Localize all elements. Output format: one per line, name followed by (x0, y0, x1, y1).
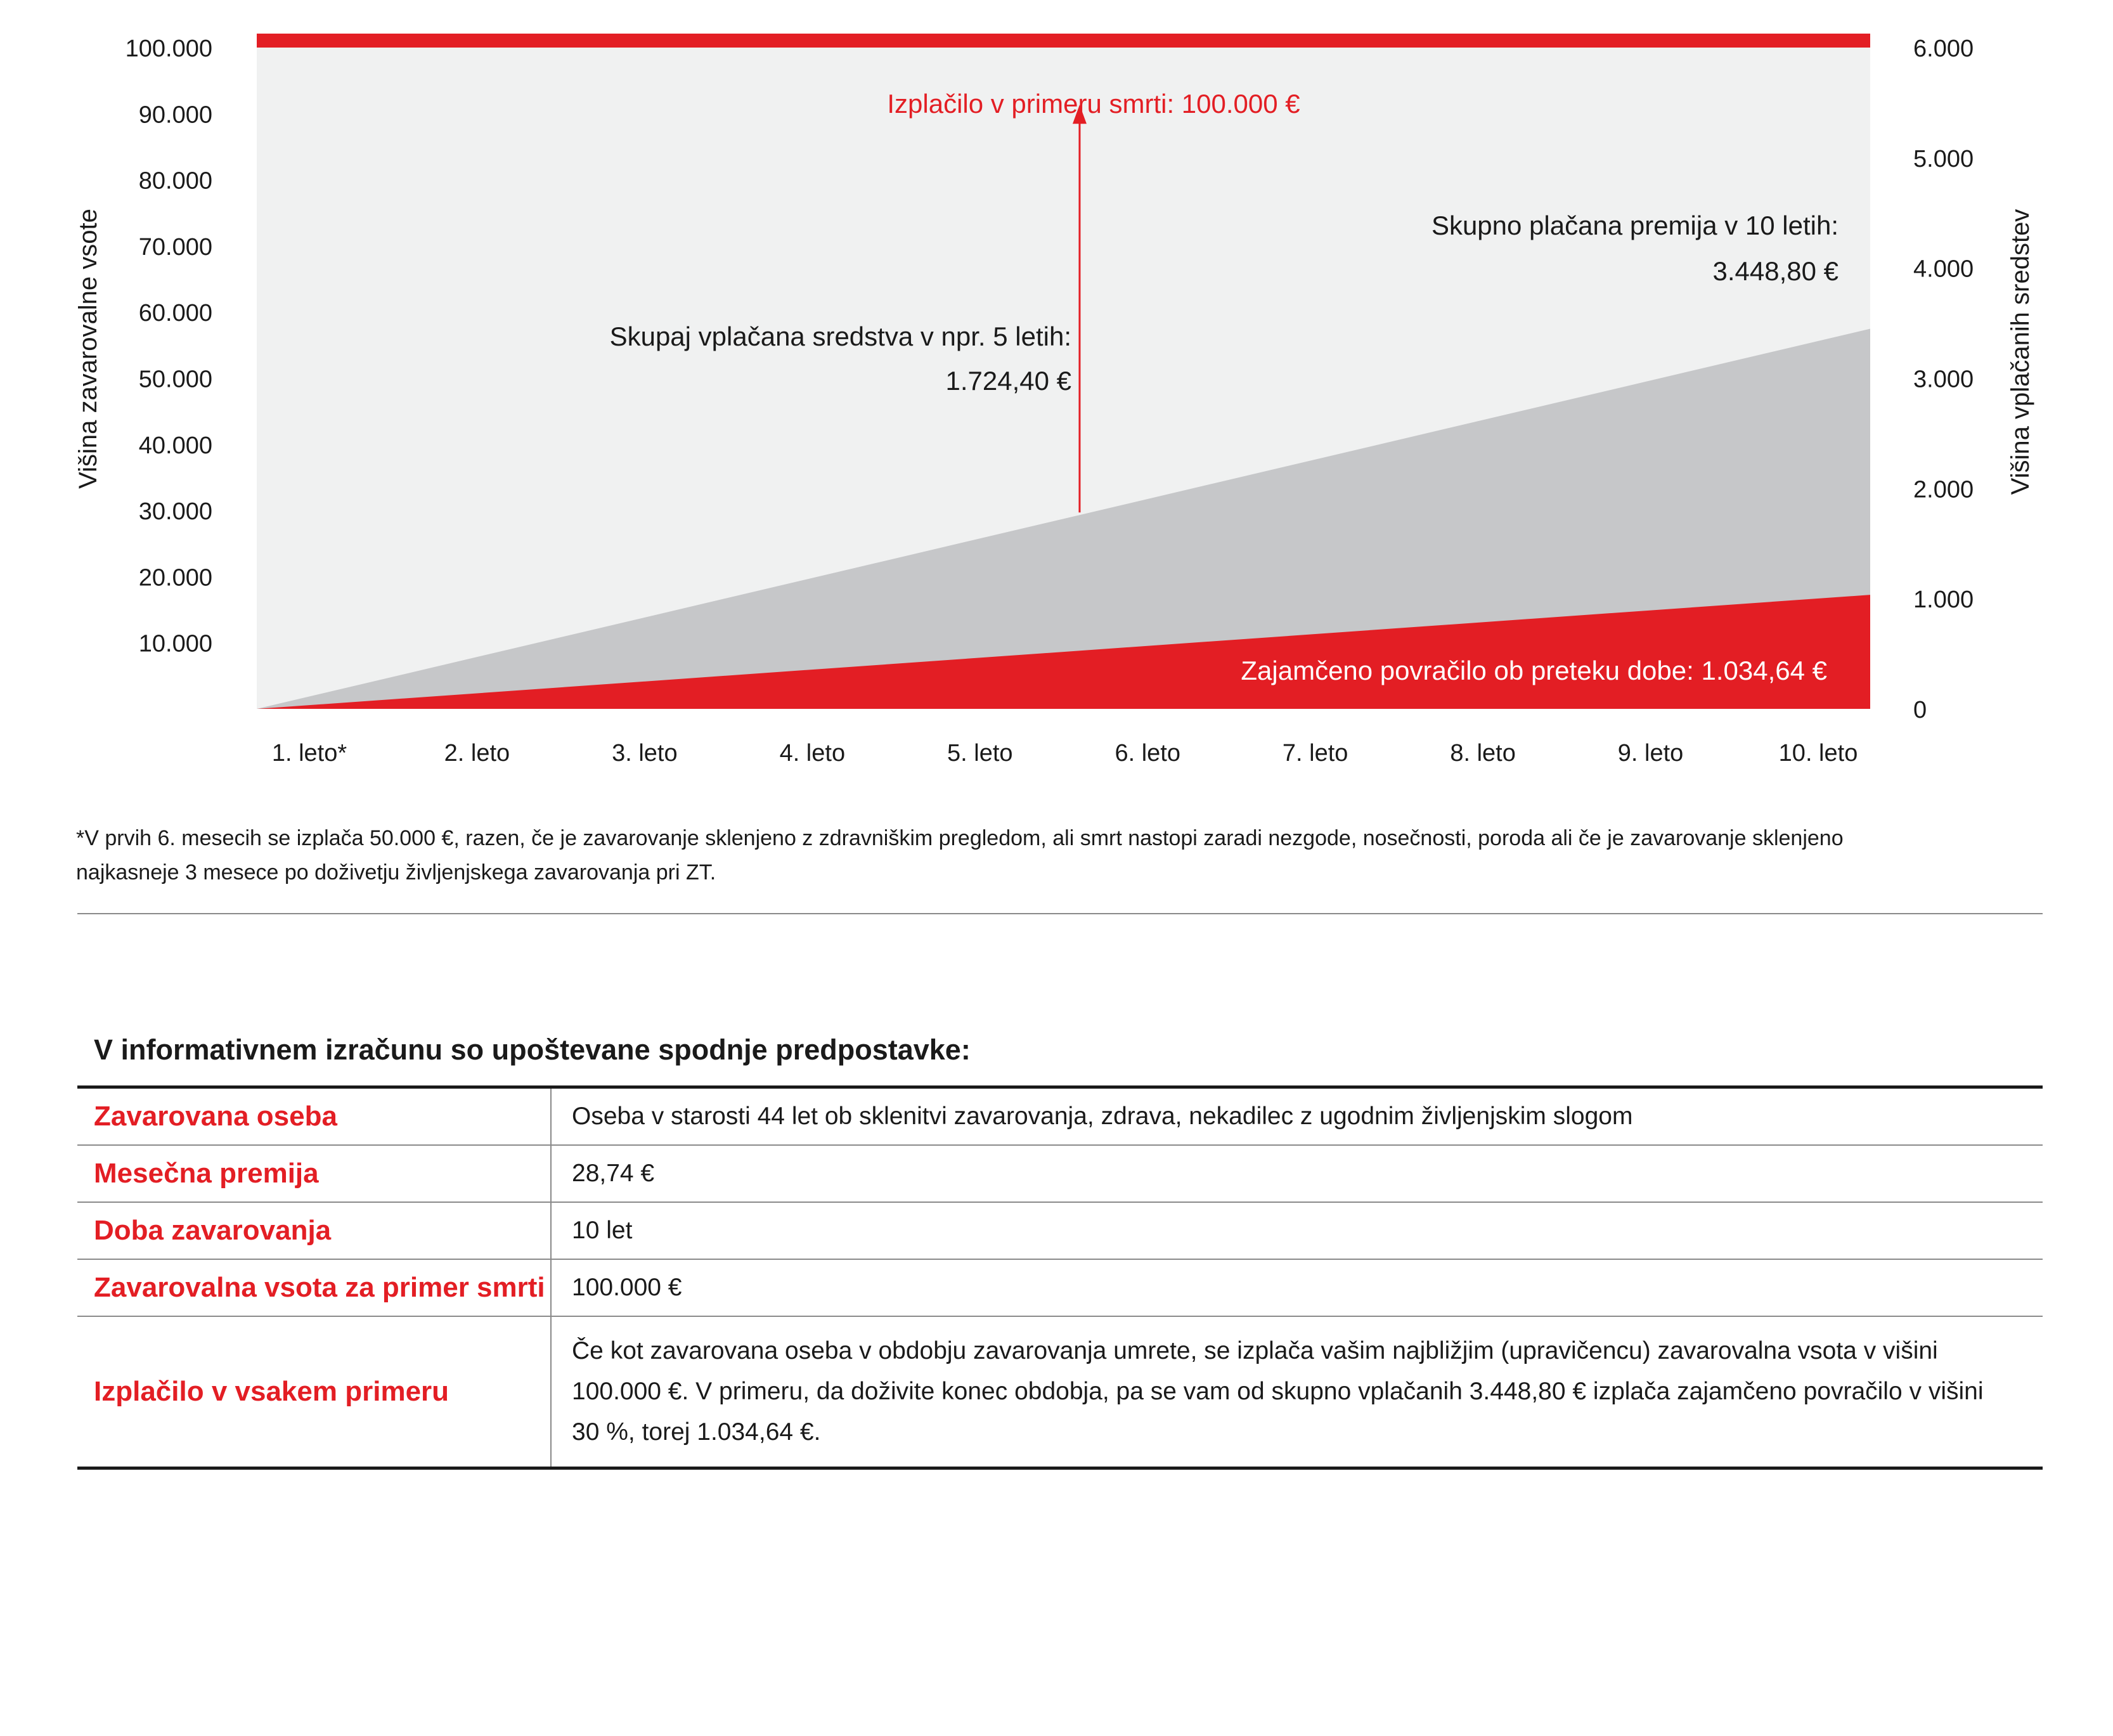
right-tick-label: 1.000 (1913, 586, 1974, 614)
section-divider (77, 913, 2043, 914)
x-category-label: 4. leto (779, 740, 846, 767)
row-label: Izplačilo v vsakem primeru (77, 1316, 551, 1468)
x-category-label: 7. leto (1282, 740, 1348, 767)
right-tick-label: 6.000 (1913, 36, 1974, 62)
row-value: Oseba v starosti 44 let ob sklenitvi zavarovanja, zdrava, nekadilec z ugodnim življenjskim slogom (551, 1087, 2043, 1146)
footnote-line-2: najkasneje 3 mesece po doživetju življenjskega zavarovanja pri ZT. (76, 860, 716, 884)
row-label: Zavarovalna vsota za primer smrti (77, 1259, 551, 1316)
death-payout-line (257, 34, 1870, 48)
row-label: Mesečna premija (77, 1145, 551, 1202)
table-row (77, 1087, 2043, 1146)
left-tick-label: 70.000 (138, 233, 212, 261)
left-tick-label: 80.000 (138, 167, 212, 195)
row-value: 100.000 € (551, 1259, 2043, 1316)
left-tick-label: 50.000 (138, 366, 212, 393)
left-tick-label: 10.000 (138, 630, 212, 657)
paid-5y-annotation-line2: 1.724,40 € (945, 366, 1071, 396)
left-tick-label: 100.000 (125, 36, 212, 62)
x-category-label: 1. leto* (271, 740, 347, 767)
paid-10y-annotation-line1: Skupno plačana premija v 10 letih: (1431, 211, 1838, 240)
right-tick-label: 2.000 (1913, 476, 1974, 503)
table-row (77, 1202, 2043, 1259)
x-category-label: 9. leto (1617, 740, 1684, 767)
row-label: Zavarovana oseba (77, 1087, 551, 1146)
right-axis-ticks (1913, 36, 1974, 723)
table-row (77, 1259, 2043, 1316)
right-axis-title: Višina vplačanih sredstev (2006, 209, 2034, 495)
x-category-label: 3. leto (612, 740, 678, 767)
row-label: Doba zavarovanja (77, 1202, 551, 1259)
left-axis-title: Višina zavarovalne vsote (74, 209, 102, 489)
x-category-label: 2. leto (444, 740, 510, 767)
right-tick-label: 3.000 (1913, 366, 1974, 393)
x-category-label: 10. leto (1778, 740, 1858, 767)
assumptions-title: V informativnem izračunu so upoštevane spodnje predpostavke: (94, 1033, 971, 1066)
guaranteed-annotation: Zajamčeno povračilo ob preteku dobe: 1.034,64 € (1241, 656, 1827, 685)
insurance-chart (0, 0, 2113, 812)
x-category-label: 8. leto (1450, 740, 1516, 767)
row-value: 10 let (551, 1202, 2043, 1259)
left-tick-label: 90.000 (138, 101, 212, 129)
x-category-label: 5. leto (947, 740, 1013, 767)
left-tick-label: 40.000 (138, 432, 212, 459)
assumptions-table (77, 1085, 2043, 1470)
table-row (77, 1145, 2043, 1202)
left-tick-label: 60.000 (138, 300, 212, 327)
paid-10y-annotation-line2: 3.448,80 € (1712, 256, 1838, 286)
x-category-label: 6. leto (1115, 740, 1180, 767)
row-value: 28,74 € (551, 1145, 2043, 1202)
right-tick-label: 5.000 (1913, 145, 1974, 172)
right-tick-label: 0 (1913, 697, 1927, 723)
right-tick-label: 4.000 (1913, 256, 1974, 283)
table-row (77, 1316, 2043, 1468)
footnote (76, 821, 2016, 890)
left-tick-label: 20.000 (138, 564, 212, 592)
paid-5y-annotation-line1: Skupaj vplačana sredstva v npr. 5 letih: (609, 321, 1071, 351)
row-value: Če kot zavarovana oseba v obdobju zavarovanja umrete, se izplača vašim najbližjim (upravičencu) zavarovalna vsota v višini 100.000 €. V primeru, da doživite konec obdobja, pa se vam od skupno vplačanih 3.448,80 € izplača zajamčeno povračilo v višini 30 %, torej 1.034,64 €. (572, 1337, 1984, 1446)
left-tick-label: 30.000 (138, 498, 212, 526)
death-payout-annotation: Izplačilo v primeru smrti: 100.000 € (887, 89, 1300, 119)
x-axis-categories (272, 740, 1858, 767)
footnote-line-1: *V prvih 6. mesecih se izplača 50.000 €, razen, če je zavarovanje sklenjeno z zdravniškim pregledom, ali smrt nastopi zaradi nezgode, nosečnosti, poroda ali če je zavarovanje sklenjeno (76, 826, 1844, 850)
left-axis-ticks (126, 36, 212, 657)
